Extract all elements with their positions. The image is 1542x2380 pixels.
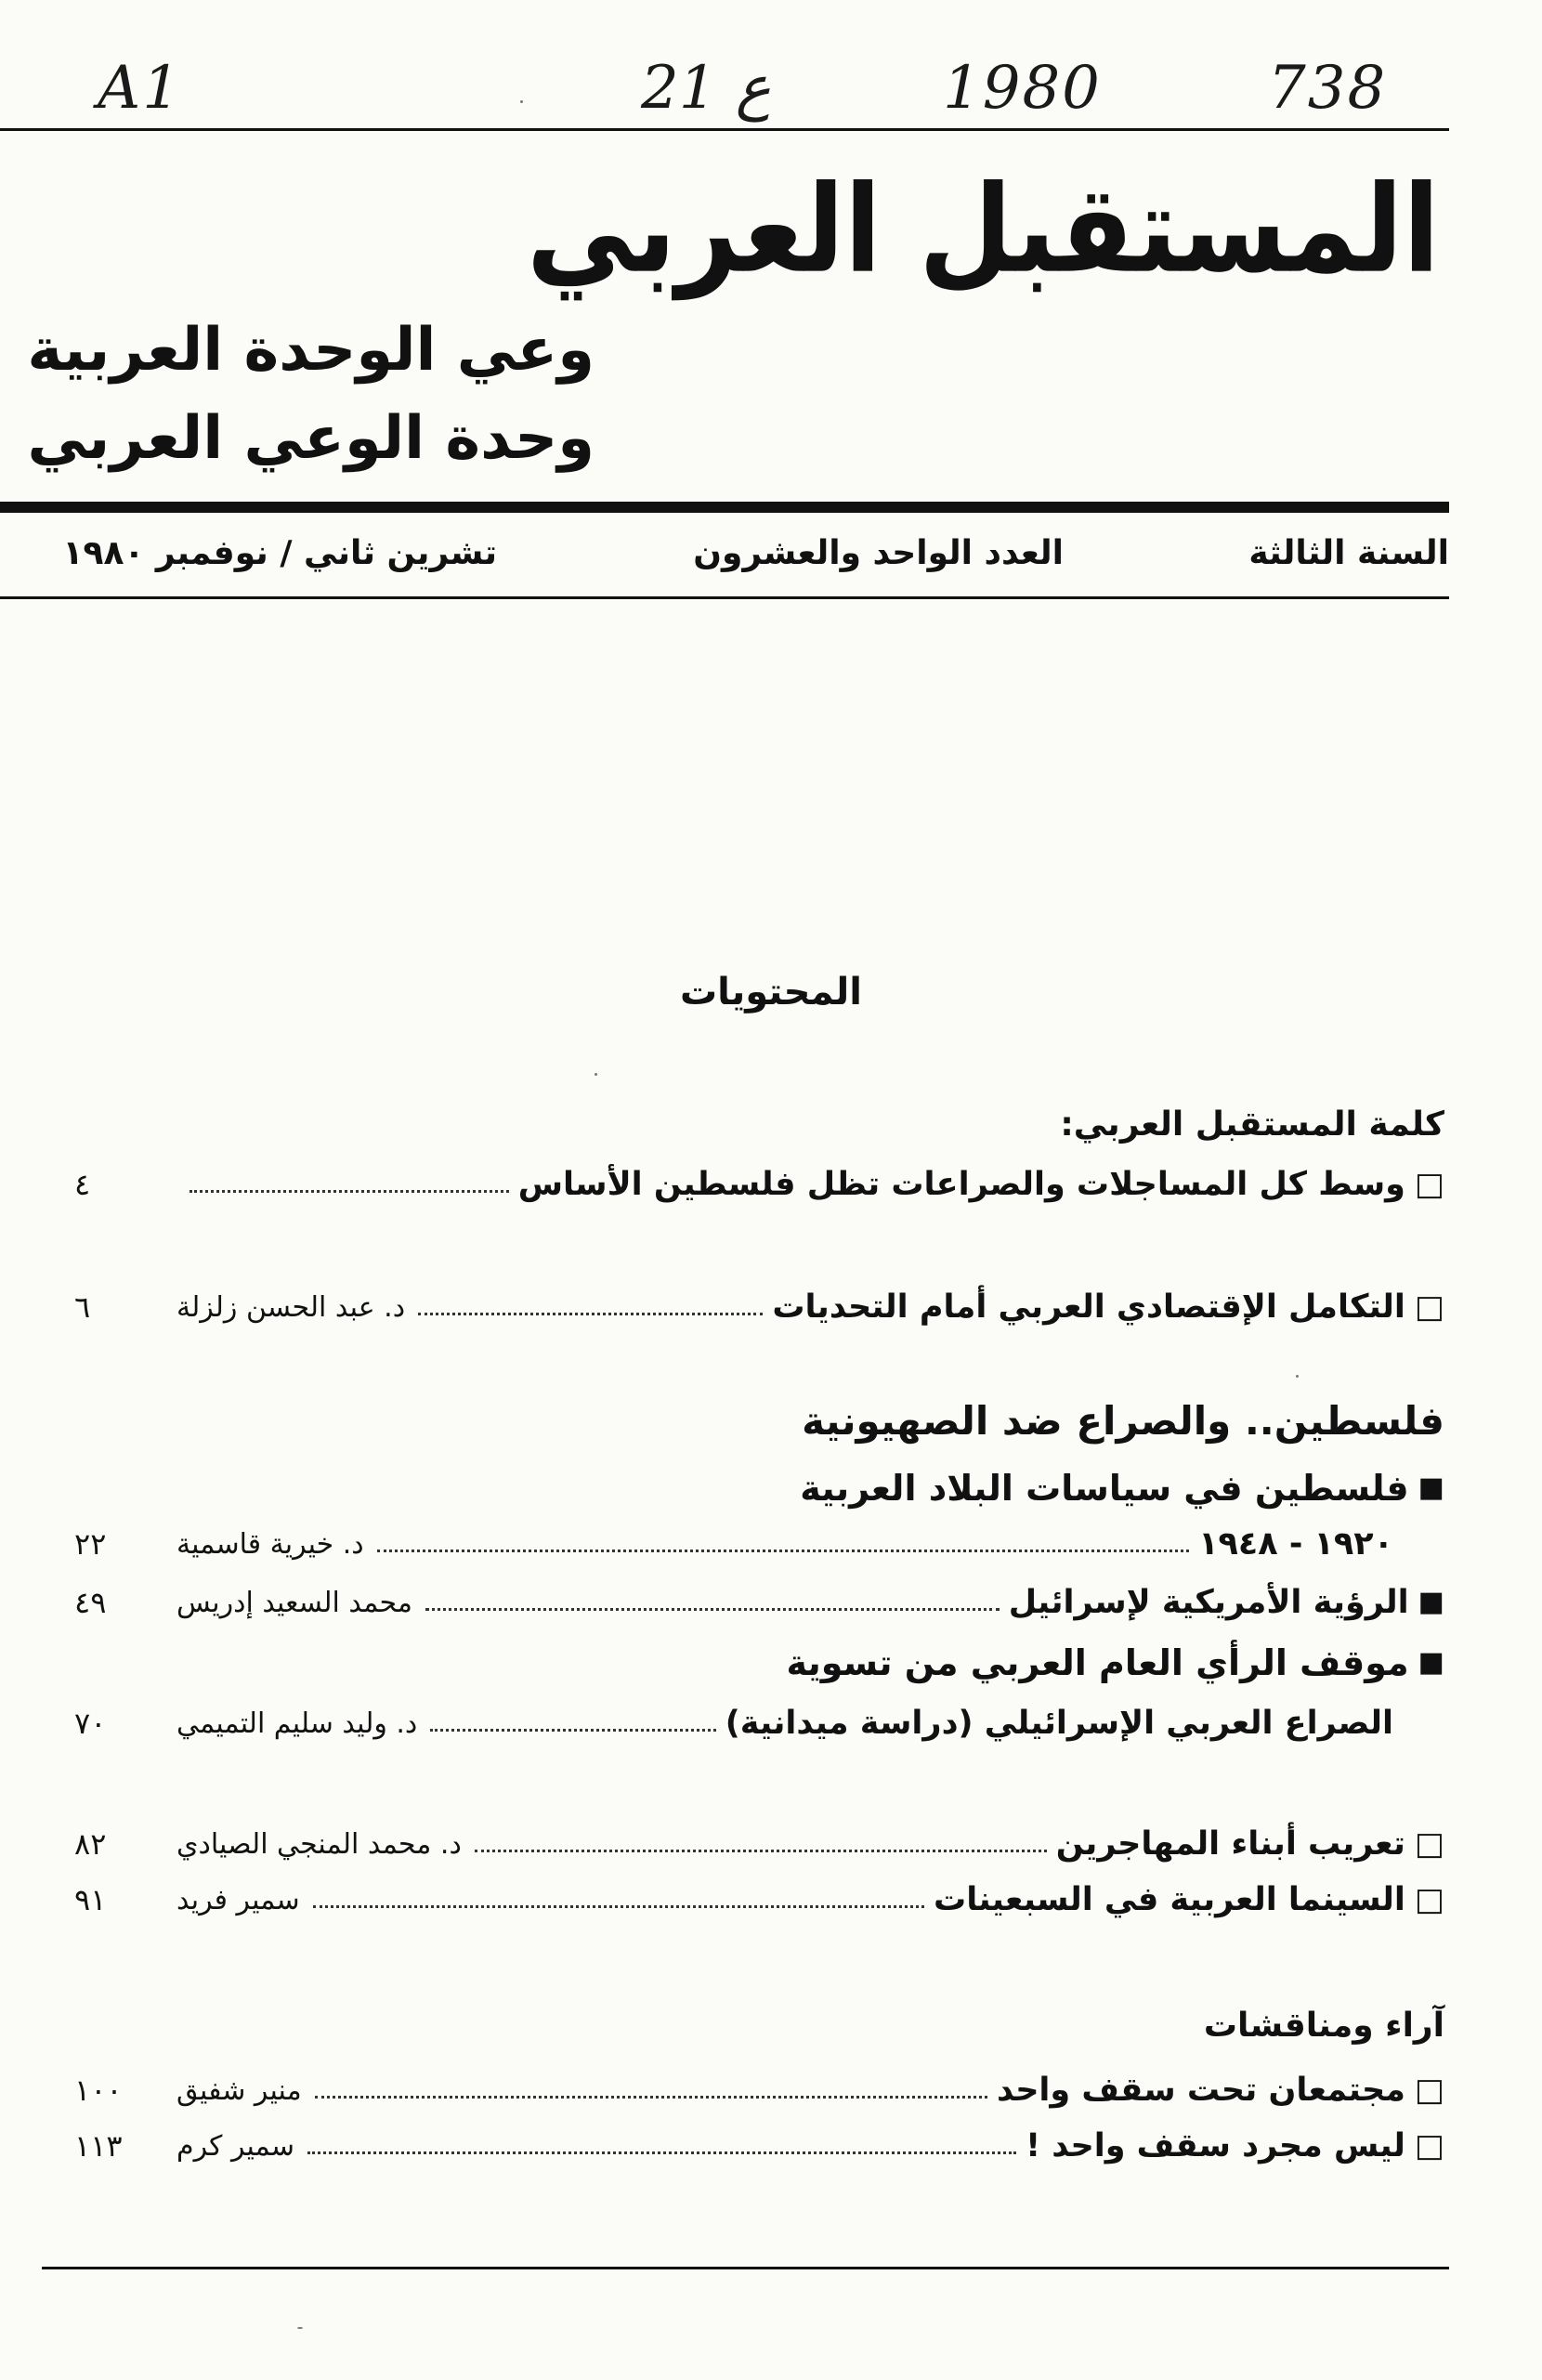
toc-entry[interactable] xyxy=(65,2067,1444,2113)
toc-entry-title: وسط كل المساجلات والصراعات تظل فلسطين الأساس xyxy=(517,1166,1405,1203)
toc-entry-author: د. وليد سليم التميمي xyxy=(176,1707,418,1740)
open-square-bullet-icon: □ xyxy=(1414,1881,1444,1918)
toc-entry[interactable] xyxy=(65,1465,1444,1511)
slogan-line-1: وعي الوحدة العربية xyxy=(27,316,595,385)
top-rule xyxy=(0,128,1449,131)
handwritten-year: 1980 xyxy=(943,54,1102,123)
toc-entry[interactable] xyxy=(65,1821,1444,1867)
toc-entry[interactable] xyxy=(65,2123,1444,2169)
issue-number: العدد الواحد والعشرون xyxy=(693,534,1064,572)
toc-entry-title: الصراع العربي الإسرائيلي (دراسة ميدانية) xyxy=(725,1705,1393,1742)
toc-entry[interactable] xyxy=(65,1161,1444,1208)
toc-entry[interactable] xyxy=(65,1640,1444,1686)
toc-entry-page: ٢٢ xyxy=(74,1526,107,1562)
toc-entry-page: ٤ xyxy=(74,1167,91,1202)
toc-entry-title: السينما العربية في السبعينات xyxy=(934,1881,1405,1918)
leader-dots xyxy=(475,1850,1047,1852)
leader-dots xyxy=(189,1190,509,1193)
handwritten-number: 738 xyxy=(1268,54,1388,123)
open-square-bullet-icon: □ xyxy=(1414,2072,1444,2109)
toc-entry-page: ٤٩ xyxy=(74,1585,107,1620)
issue-date: تشرين ثاني / نوفمبر ١٩٨٠ xyxy=(62,534,497,572)
toc-entry-title: الرؤية الأمريكية لإسرائيل xyxy=(1008,1584,1409,1621)
toc-entry-title: ليس مجرد سقف واحد ! xyxy=(1026,2127,1405,2164)
scan-speck xyxy=(595,1073,597,1076)
toc-entry[interactable] xyxy=(65,1579,1444,1626)
toc-entry-page: ٩١ xyxy=(74,1882,107,1917)
scan-speck xyxy=(520,100,523,103)
handwritten-mark-left: A1 xyxy=(98,54,182,123)
toc-entry-author: سمير كرم xyxy=(176,2129,295,2163)
section-opinions: آراء ومناقشات xyxy=(1203,2007,1444,2045)
toc-entry-title: فلسطين في سياسات البلاد العربية xyxy=(800,1468,1409,1509)
toc-entry-author: منير شفيق xyxy=(176,2073,302,2107)
leader-dots xyxy=(418,1313,763,1315)
leader-dots xyxy=(313,1905,924,1908)
toc-entry[interactable] xyxy=(65,1877,1444,1923)
toc-entry-title: موقف الرأي العام العربي من تسوية xyxy=(786,1642,1409,1683)
filled-square-bullet-icon: ■ xyxy=(1418,1646,1444,1679)
toc-entry-page: ١١٣ xyxy=(74,2128,123,2164)
toc-entry-author: سمير فريد xyxy=(176,1883,300,1916)
leader-dots xyxy=(430,1729,715,1732)
section-palestine: فلسطين.. والصراع ضد الصهيونية xyxy=(802,1398,1444,1444)
toc-entry-page: ١٠٠ xyxy=(74,2073,123,2108)
leader-dots xyxy=(315,2096,987,2099)
open-square-bullet-icon: □ xyxy=(1414,1166,1444,1203)
toc-entry-author: د. محمد المنجي الصيادي xyxy=(176,1827,462,1861)
leader-dots xyxy=(377,1550,1190,1552)
open-square-bullet-icon: □ xyxy=(1414,2127,1444,2164)
magazine-logo: المستقبل العربي xyxy=(526,159,1440,301)
open-square-bullet-icon: □ xyxy=(1414,1825,1444,1863)
leader-dots xyxy=(425,1608,1000,1611)
handwritten-mark-mid: 21 ع xyxy=(641,54,771,123)
toc-entry-title: تعريب أبناء المهاجرين xyxy=(1055,1825,1405,1863)
filled-square-bullet-icon: ■ xyxy=(1418,1586,1444,1618)
info-bottom-rule xyxy=(0,596,1449,599)
toc-entry-continuation[interactable] xyxy=(65,1521,1393,1567)
toc-entry-page: ٧٠ xyxy=(74,1706,107,1741)
toc-entry-author: د. عبد الحسن زلزلة xyxy=(176,1290,406,1324)
scan-speck xyxy=(297,2327,303,2329)
toc-entry-title: ١٩٢٠ - ١٩٤٨ xyxy=(1198,1525,1393,1563)
toc-entry-author: د. خيرية قاسمية xyxy=(176,1527,364,1561)
toc-entry-author: محمد السعيد إدريس xyxy=(176,1586,412,1619)
toc-entry[interactable] xyxy=(65,1284,1444,1330)
filled-square-bullet-icon: ■ xyxy=(1418,1471,1444,1504)
toc-entry-title: التكامل الإقتصادي العربي أمام التحديات xyxy=(772,1288,1405,1326)
contents-heading: المحتويات xyxy=(679,971,862,1013)
toc-entry-continuation[interactable] xyxy=(65,1700,1393,1746)
masthead-thick-rule xyxy=(0,502,1449,513)
leader-dots xyxy=(307,2151,1016,2154)
open-square-bullet-icon: □ xyxy=(1414,1288,1444,1326)
bottom-rule xyxy=(42,2267,1449,2269)
toc-entry-page: ٨٢ xyxy=(74,1826,107,1862)
issue-year: السنة الثالثة xyxy=(1248,534,1449,572)
toc-entry-page: ٦ xyxy=(74,1289,91,1325)
slogan-line-2: وحدة الوعي العربي xyxy=(27,404,595,473)
scan-speck xyxy=(1296,1375,1299,1378)
section-editorial: كلمة المستقبل العربي: xyxy=(1060,1105,1444,1144)
toc-entry-title: مجتمعان تحت سقف واحد xyxy=(996,2072,1405,2109)
